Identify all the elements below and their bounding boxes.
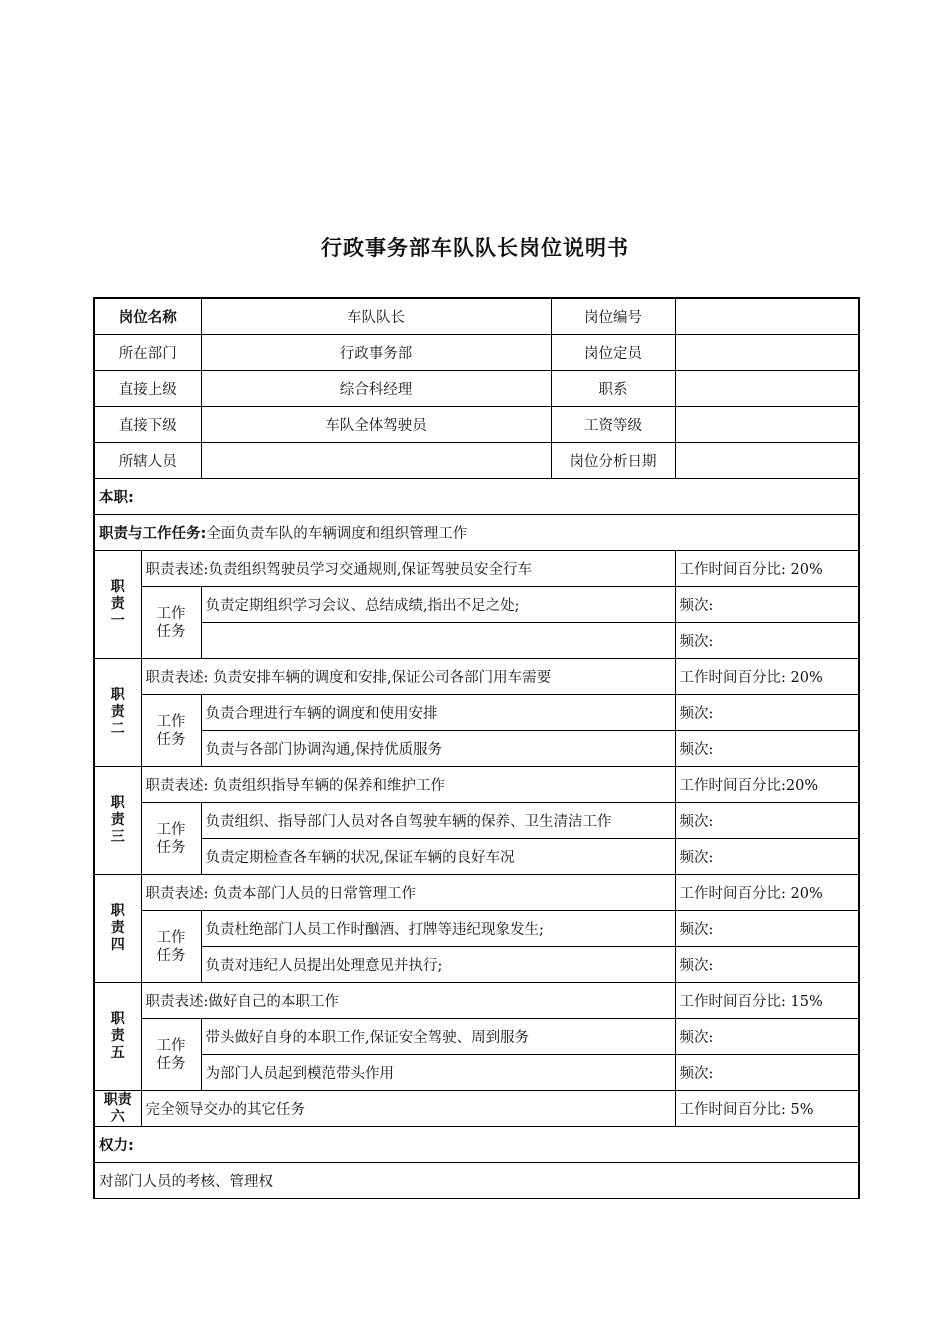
duty-task-row <box>94 911 859 947</box>
duty-task-row <box>94 587 859 623</box>
task-heading-text: 任务 <box>156 839 186 856</box>
duty-task-row <box>94 839 859 875</box>
duties-intro-text: 全面负责车队的车辆调度和组织管理工作 <box>206 526 468 542</box>
task-text: 负责定期组织学习会议、总结成绩,指出不足之处; <box>201 587 675 623</box>
label-staff: 所辖人员 <box>94 443 201 479</box>
task-text: 带头做好自身的本职工作,保证安全驾驶、周到服务 <box>201 1019 675 1055</box>
value-position-name: 车队队长 <box>201 298 551 335</box>
label-supervisor: 直接上级 <box>94 371 201 407</box>
label-position-code: 岗位编号 <box>551 298 675 335</box>
duty-task-row <box>94 731 859 767</box>
basic-row <box>94 298 859 335</box>
label-analysis-date: 岗位分析日期 <box>551 443 675 479</box>
value-job-family <box>675 371 859 407</box>
duty-heading-char: 责 <box>110 812 125 828</box>
duty-heading-char: 责 <box>110 704 125 720</box>
task-text: 负责合理进行车辆的调度和使用安排 <box>201 695 675 731</box>
duty6-heading <box>94 1091 141 1127</box>
duty-description: 职责表述: 负责组织指导车辆的保养和维护工作 <box>141 767 675 803</box>
duty6-row <box>94 1091 859 1127</box>
duty-task-row <box>94 1019 859 1055</box>
task-frequency: 频次: <box>675 1055 859 1091</box>
duty-heading-char: 职 <box>110 579 125 595</box>
duty-heading-char: 职 <box>110 903 125 919</box>
task-frequency: 频次: <box>675 587 859 623</box>
task-heading-text: 任务 <box>156 731 186 748</box>
duty-heading-char: 职 <box>110 795 125 811</box>
duty6-text: 完全领导交办的其它任务 <box>141 1091 675 1127</box>
task-heading-text: 工作 <box>156 929 186 946</box>
task-text: 为部门人员起到模范带头作用 <box>201 1055 675 1091</box>
value-analysis-date <box>675 443 859 479</box>
power-text-row <box>94 1163 859 1199</box>
task-heading <box>141 587 201 659</box>
basic-row <box>94 371 859 407</box>
power-label-row <box>94 1127 859 1163</box>
task-heading-text: 工作 <box>156 821 186 838</box>
task-frequency: 频次: <box>675 911 859 947</box>
task-heading <box>141 695 201 767</box>
section-row-duties-intro <box>94 515 859 551</box>
duty-heading-char: 责 <box>110 1028 125 1044</box>
task-heading-text: 任务 <box>156 1055 186 1072</box>
label-job-family: 职系 <box>551 371 675 407</box>
duty-time-percent: 工作时间百分比: 20% <box>675 875 859 911</box>
duty-heading-char: 职 <box>110 687 125 703</box>
label-salary-grade: 工资等级 <box>551 407 675 443</box>
duty-task-row <box>94 803 859 839</box>
label-position-name: 岗位名称 <box>94 298 201 335</box>
job-description-table <box>93 297 860 1199</box>
task-heading-text: 工作 <box>156 1037 186 1054</box>
duty-description: 职责表述: 负责本部门人员的日常管理工作 <box>141 875 675 911</box>
duty-time-percent: 工作时间百分比:20% <box>675 767 859 803</box>
duty-description: 职责表述:做好自己的本职工作 <box>141 983 675 1019</box>
duty6-heading-text: 六 <box>110 1108 125 1125</box>
value-supervisor: 综合科经理 <box>201 371 551 407</box>
value-position-code <box>675 298 859 335</box>
duties-intro <box>94 515 859 551</box>
task-frequency: 频次: <box>675 803 859 839</box>
duty-time-percent: 工作时间百分比: 15% <box>675 983 859 1019</box>
duty-heading-char: 一 <box>110 613 125 629</box>
document-title: 行政事务部车队队长岗位说明书 <box>321 236 629 260</box>
duty-heading-char: 职 <box>110 1011 125 1027</box>
duty-task-row <box>94 947 859 983</box>
task-frequency: 频次: <box>675 623 859 659</box>
power-text: 对部门人员的考核、管理权 <box>94 1163 859 1199</box>
basic-row <box>94 407 859 443</box>
task-heading <box>141 803 201 875</box>
benzhi-label: 本职: <box>94 479 859 515</box>
task-heading <box>141 911 201 983</box>
duty-desc-row <box>94 767 859 803</box>
power-label: 权力: <box>94 1127 859 1163</box>
value-department: 行政事务部 <box>201 335 551 371</box>
duty-heading-char: 四 <box>110 937 125 953</box>
task-text <box>201 623 675 659</box>
value-subordinates: 车队全体驾驶员 <box>201 407 551 443</box>
task-frequency: 频次: <box>675 1019 859 1055</box>
task-frequency: 频次: <box>675 947 859 983</box>
duty6-time-percent: 工作时间百分比: 5% <box>675 1091 859 1127</box>
task-text: 负责组织、指导部门人员对各自驾驶车辆的保养、卫生清洁工作 <box>201 803 675 839</box>
task-text: 负责杜绝部门人员工作时酗酒、打牌等违纪现象发生; <box>201 911 675 947</box>
duty-time-percent: 工作时间百分比: 20% <box>675 551 859 587</box>
duty-heading <box>94 875 141 983</box>
task-heading-text: 工作 <box>156 713 186 730</box>
section-row-benzhi <box>94 479 859 515</box>
value-staff <box>201 443 551 479</box>
task-heading-text: 任务 <box>156 947 186 964</box>
label-department: 所在部门 <box>94 335 201 371</box>
task-heading-text: 任务 <box>156 623 186 640</box>
task-heading-text: 工作 <box>156 605 186 622</box>
duty-task-row <box>94 623 859 659</box>
duties-intro-label: 职责与工作任务: <box>99 526 207 542</box>
duty-heading-char: 责 <box>110 596 125 612</box>
basic-row <box>94 335 859 371</box>
label-subordinates: 直接下级 <box>94 407 201 443</box>
duty-heading-char: 二 <box>110 721 125 737</box>
duty-desc-row <box>94 983 859 1019</box>
duty-time-percent: 工作时间百分比: 20% <box>675 659 859 695</box>
duty-task-row <box>94 695 859 731</box>
task-heading <box>141 1019 201 1091</box>
task-text: 负责定期检查各车辆的状况,保证车辆的良好车况 <box>201 839 675 875</box>
duty-heading <box>94 983 141 1091</box>
task-text: 负责与各部门协调沟通,保持优质服务 <box>201 731 675 767</box>
duty-heading-char: 责 <box>110 920 125 936</box>
duty-desc-row <box>94 875 859 911</box>
duty-desc-row <box>94 659 859 695</box>
task-frequency: 频次: <box>675 839 859 875</box>
duty-heading-char: 五 <box>110 1045 125 1061</box>
duty-heading-char: 三 <box>110 829 125 845</box>
duty-desc-row <box>94 551 859 587</box>
value-salary-grade <box>675 407 859 443</box>
task-frequency: 频次: <box>675 731 859 767</box>
task-frequency: 频次: <box>675 695 859 731</box>
task-text: 负责对违纪人员提出处理意见并执行; <box>201 947 675 983</box>
duty-description: 职责表述: 负责安排车辆的调度和安排,保证公司各部门用车需要 <box>141 659 675 695</box>
basic-row <box>94 443 859 479</box>
duty-task-row <box>94 1055 859 1091</box>
label-headcount: 岗位定员 <box>551 335 675 371</box>
duty-description: 职责表述:负责组织驾驶员学习交通规则,保证驾驶员安全行车 <box>141 551 675 587</box>
duty6-heading-text: 职责 <box>103 1091 132 1108</box>
value-headcount <box>675 335 859 371</box>
duty-heading <box>94 659 141 767</box>
duty-heading <box>94 551 141 659</box>
duty-heading <box>94 767 141 875</box>
